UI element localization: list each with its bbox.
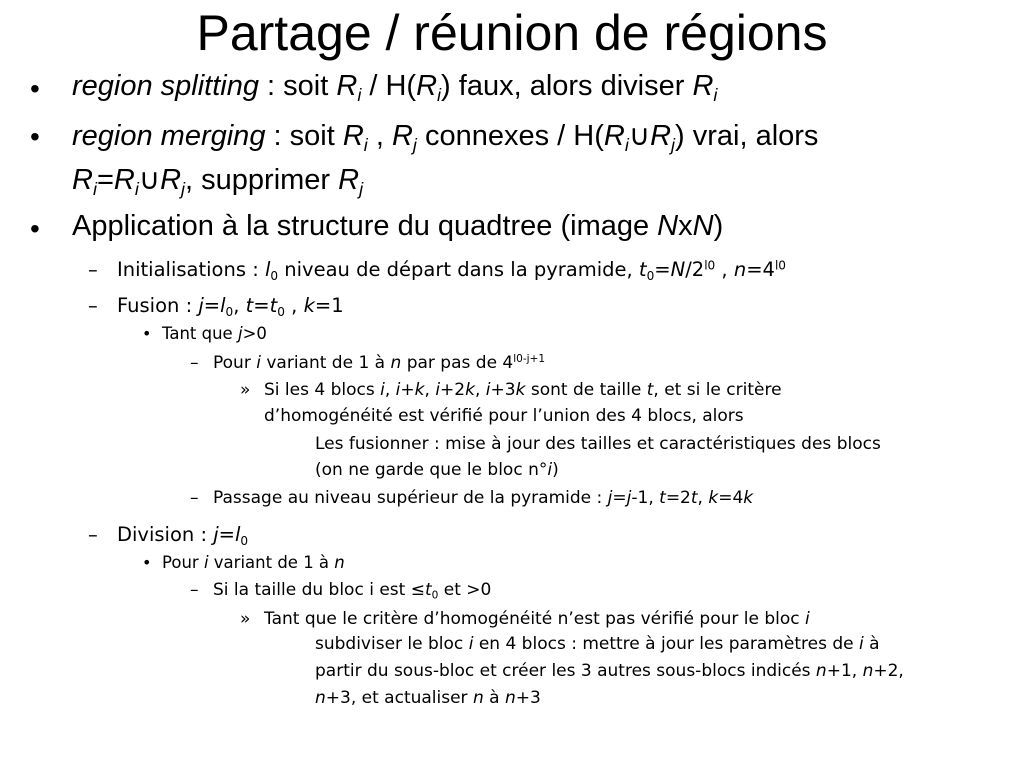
- bullet-dash: –: [190, 353, 199, 373]
- bullet-dot: •: [30, 73, 40, 104]
- text-run: +1,: [826, 661, 863, 681]
- line-initialisations: [117, 258, 786, 281]
- text-run: ): [713, 210, 724, 242]
- bullet-dash: –: [88, 258, 98, 281]
- text-run: l0-j+1: [513, 353, 546, 366]
- line-on-ne-garde: [315, 460, 559, 480]
- text-run: l0: [704, 258, 716, 273]
- text-run: /2: [685, 258, 705, 281]
- bullet-dot: •: [30, 213, 40, 244]
- text-run: =: [654, 258, 671, 281]
- text-run: i: [805, 609, 810, 629]
- text-run: +2: [440, 380, 466, 400]
- line-pour-i-division: [162, 553, 345, 572]
- text-run: n: [334, 553, 345, 572]
- text-run: R: [342, 120, 364, 152]
- text-run: =: [253, 294, 270, 317]
- text-run: t: [424, 580, 432, 600]
- text-run: i: [713, 84, 718, 105]
- text-run: i: [256, 353, 261, 373]
- text-run: ,: [697, 488, 709, 508]
- text-run: j: [181, 178, 186, 199]
- text-run: R: [650, 120, 672, 152]
- text-run: 0: [225, 304, 234, 319]
- text-run: Initialisations :: [117, 258, 265, 281]
- text-run: l0: [774, 258, 786, 273]
- text-run: n: [315, 688, 326, 708]
- text-run: x: [678, 210, 693, 242]
- text-run: n: [472, 688, 484, 708]
- line-application-quadtree: [72, 210, 723, 243]
- text-run: par pas de 4: [401, 353, 514, 373]
- text-run: i: [468, 634, 474, 654]
- text-run: k: [515, 380, 526, 400]
- text-run: : soit: [265, 120, 343, 152]
- text-run: n: [504, 688, 516, 708]
- text-run: =2: [665, 488, 691, 508]
- text-run: ,: [424, 380, 436, 400]
- bullet-dash: –: [190, 488, 199, 508]
- slide-title: Partage / réunion de régions: [196, 5, 828, 61]
- text-run: N: [670, 258, 686, 281]
- text-run: sont de taille: [525, 380, 647, 400]
- text-run: k: [743, 488, 754, 508]
- text-run: niveau de départ dans la pyramide,: [278, 258, 639, 281]
- text-run: i: [92, 178, 97, 199]
- text-run: partir du sous-bloc et créer les 3 autres sous-blocs indicés: [315, 661, 816, 681]
- text-run: ,: [474, 380, 486, 400]
- line-fusion: [117, 294, 344, 317]
- line-subdiviser: [315, 634, 880, 654]
- text-run: =: [612, 488, 627, 508]
- text-run: Si les 4 blocs: [264, 380, 381, 400]
- text-run: i: [203, 553, 209, 572]
- text-run: =4: [718, 488, 744, 508]
- text-run: R: [391, 120, 413, 152]
- text-run: ): [552, 460, 559, 480]
- text-run: ) faux, alors diviser: [441, 70, 693, 102]
- text-run: j: [671, 134, 676, 155]
- text-run: R: [338, 164, 360, 196]
- line-tant-que: [162, 324, 267, 343]
- text-run: ∪: [628, 120, 651, 152]
- text-run: +: [400, 380, 415, 400]
- text-run: l: [220, 294, 226, 317]
- text-run: ) vrai, alors: [675, 120, 819, 152]
- line-actualiser: [315, 688, 541, 708]
- text-run: R: [336, 70, 358, 102]
- bullet-dot: •: [30, 121, 40, 152]
- text-run: ,: [233, 294, 246, 317]
- text-run: ,: [367, 120, 392, 152]
- text-run: i: [380, 380, 385, 400]
- text-run: t: [269, 294, 278, 317]
- text-run: R: [72, 164, 93, 196]
- text-run: j: [198, 294, 204, 317]
- text-run: j: [607, 488, 613, 508]
- text-run: j: [213, 523, 219, 546]
- text-run: ∪: [138, 164, 161, 196]
- text-run: 0: [240, 533, 249, 548]
- text-run: Si la taille du bloc i est ≤: [213, 580, 425, 600]
- bullet-small-dot: •: [142, 324, 152, 343]
- text-run: Application à la structure du quadtree (image: [72, 210, 658, 242]
- bullet-dash: –: [190, 580, 199, 600]
- text-run: et >0: [438, 580, 492, 600]
- text-run: (on ne garde que le bloc n°: [315, 460, 548, 480]
- text-run: Division :: [117, 523, 214, 546]
- bullet-small-dot: •: [142, 553, 152, 572]
- text-run: j: [237, 324, 243, 343]
- text-run: R: [160, 164, 182, 196]
- line-homogeneite: [264, 406, 744, 426]
- text-run: Tant que le critère d’homogénéité n’est pas vérifié pour le bloc: [264, 609, 806, 629]
- bullet-guillemet: »: [240, 380, 251, 400]
- line-region-merging: [72, 118, 818, 153]
- text-run: n: [733, 258, 747, 281]
- text-run: j: [359, 178, 364, 199]
- text-run: +3, et actualiser: [325, 688, 473, 708]
- text-run: à: [863, 634, 880, 654]
- text-run: N: [657, 210, 679, 242]
- text-run: =1: [314, 294, 344, 317]
- line-region-splitting: [72, 70, 717, 103]
- text-run: connexes / H(: [416, 120, 604, 152]
- text-run: t: [245, 294, 254, 317]
- text-run: Les fusionner : mise à jour des tailles et caractéristiques des blocs: [315, 434, 881, 454]
- text-run: k: [708, 488, 719, 508]
- text-run: t: [690, 488, 698, 508]
- text-run: =: [203, 294, 221, 317]
- text-run: subdiviser le bloc: [315, 634, 469, 654]
- text-run: k: [303, 294, 315, 317]
- line-partir-sous-bloc: [315, 661, 904, 681]
- text-run: l: [235, 523, 241, 546]
- text-run: i: [357, 84, 362, 105]
- text-run: R: [113, 164, 135, 196]
- text-run: , et si le critère: [653, 380, 782, 400]
- text-run: variant de 1 à: [260, 353, 391, 373]
- line-si-la-taille: [213, 580, 491, 600]
- text-run: i: [437, 84, 442, 105]
- text-run: 0: [646, 268, 655, 283]
- text-run: i: [624, 134, 629, 155]
- text-run: n: [815, 661, 827, 681]
- text-run: R: [603, 120, 625, 152]
- text-run: i: [395, 380, 401, 400]
- text-run: 0: [270, 268, 279, 283]
- text-run: Fusion :: [117, 294, 199, 317]
- text-run: i: [859, 634, 864, 654]
- text-run: , supprimer: [185, 164, 339, 196]
- text-run: N: [692, 210, 714, 242]
- text-run: i: [134, 178, 139, 199]
- text-run: region merging: [72, 120, 266, 152]
- text-run: Pour: [162, 553, 204, 572]
- text-run: =: [218, 523, 235, 546]
- text-run: Pour: [213, 353, 257, 373]
- text-run: Passage au niveau supérieur de la pyramide :: [213, 488, 608, 508]
- text-run: ,: [715, 258, 734, 281]
- text-run: n: [390, 353, 402, 373]
- text-run: Tant que: [162, 324, 238, 343]
- text-run: t: [646, 380, 654, 400]
- line-passage-niveau: [213, 488, 753, 508]
- line-region-merging-cont: [72, 162, 363, 197]
- text-run: +3: [515, 688, 541, 708]
- text-run: =4: [746, 258, 775, 281]
- text-run: k: [465, 380, 475, 400]
- text-run: i: [435, 380, 441, 400]
- text-run: i: [485, 380, 491, 400]
- text-run: =: [96, 164, 114, 196]
- text-run: i: [547, 460, 553, 480]
- text-run: : soit: [259, 70, 337, 102]
- text-run: / H(: [361, 70, 417, 102]
- text-run: i: [363, 134, 368, 155]
- bullet-dash: –: [88, 294, 98, 317]
- text-run: >0: [242, 324, 267, 343]
- text-run: ,: [284, 294, 304, 317]
- text-run: 0: [277, 304, 285, 319]
- line-pour-i: [213, 353, 545, 373]
- text-run: d’homogénéité est vérifié pour l’union des 4 blocs, alors: [264, 406, 744, 426]
- text-run: j: [412, 134, 417, 155]
- bullet-dash: –: [88, 523, 98, 546]
- text-run: +2,: [873, 661, 904, 681]
- bullet-guillemet: »: [240, 609, 251, 629]
- line-si-les-4-blocs: [264, 380, 782, 400]
- line-division: [117, 523, 248, 546]
- text-run: 0: [431, 589, 439, 602]
- text-run: region splitting: [72, 70, 259, 102]
- line-tant-que-critere: [264, 609, 810, 629]
- text-run: variant de 1 à: [208, 553, 335, 572]
- text-run: ,: [384, 380, 396, 400]
- text-run: -1,: [631, 488, 660, 508]
- text-run: en 4 blocs : mettre à jour les paramètres de: [473, 634, 860, 654]
- text-run: t: [659, 488, 666, 508]
- text-run: R: [416, 70, 438, 102]
- text-run: R: [692, 70, 714, 102]
- text-run: k: [414, 380, 425, 400]
- text-run: t: [638, 258, 647, 281]
- text-run: n: [862, 661, 874, 681]
- text-run: j: [626, 488, 632, 508]
- text-run: à: [483, 688, 505, 708]
- line-les-fusionner: [315, 434, 881, 454]
- text-run: +3: [490, 380, 516, 400]
- text-run: l: [264, 258, 271, 281]
